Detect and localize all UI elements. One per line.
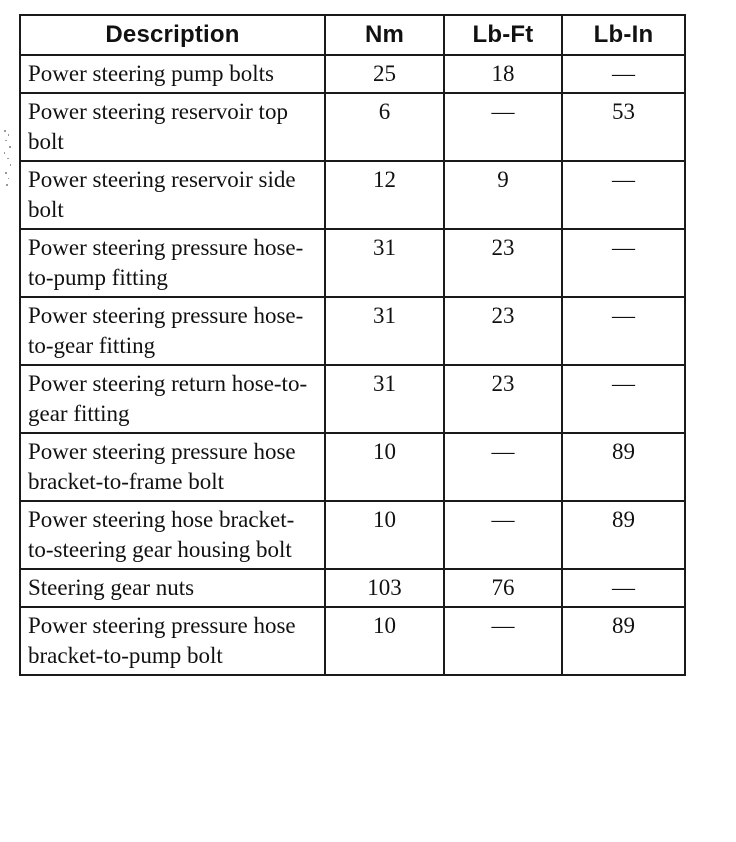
table-row [20,93,685,161]
cell-nm: 103 [325,569,444,607]
table-row [20,229,685,297]
cell-lb-ft: 76 [444,569,562,607]
cell-nm: 6 [325,93,444,161]
cell-lb-in: 53 [562,93,685,161]
cell-lb-ft: 9 [444,161,562,229]
cell-lb-in: — [562,161,685,229]
table-row [20,161,685,229]
cell-description: Steering gear nuts [20,569,325,607]
header-lb-ft: Lb-Ft [444,15,562,55]
cell-lb-in: — [562,297,685,365]
cell-lb-in: 89 [562,433,685,501]
table-header-row [20,15,685,55]
cell-lb-ft: — [444,93,562,161]
table-row [20,365,685,433]
cell-description: Power steering reservoir side bolt [20,161,325,229]
cell-description: Power steering pressure hose-to-pump fitting [20,229,325,297]
cell-lb-in: — [562,365,685,433]
cell-lb-ft: 23 [444,297,562,365]
cell-lb-ft: — [444,501,562,569]
cell-lb-in: — [562,569,685,607]
table-row [20,297,685,365]
table-row [20,55,685,93]
cell-description: Power steering reservoir top bolt [20,93,325,161]
cell-description: Power steering pump bolts [20,55,325,93]
header-description: Description [20,15,325,55]
header-lb-in: Lb-In [562,15,685,55]
cell-lb-ft: — [444,607,562,675]
cell-lb-in: 89 [562,607,685,675]
cell-lb-in: — [562,55,685,93]
cell-lb-ft: 23 [444,365,562,433]
table-row [20,433,685,501]
cell-nm: 10 [325,433,444,501]
scan-artifact-marks [2,128,14,194]
cell-nm: 31 [325,297,444,365]
cell-description: Power steering hose bracket-to-steering gear housing bolt [20,501,325,569]
cell-description: Power steering pressure hose bracket-to-pump bolt [20,607,325,675]
table-row [20,569,685,607]
cell-nm: 25 [325,55,444,93]
cell-lb-ft: 23 [444,229,562,297]
cell-lb-ft: — [444,433,562,501]
cell-nm: 12 [325,161,444,229]
cell-description: Power steering pressure hose bracket-to-frame bolt [20,433,325,501]
cell-nm: 10 [325,607,444,675]
cell-lb-in: — [562,229,685,297]
cell-lb-ft: 18 [444,55,562,93]
table-row [20,607,685,675]
cell-description: Power steering return hose-to-gear fitting [20,365,325,433]
header-nm: Nm [325,15,444,55]
cell-nm: 31 [325,365,444,433]
cell-nm: 10 [325,501,444,569]
cell-nm: 31 [325,229,444,297]
torque-spec-table [19,14,686,676]
table-row [20,501,685,569]
cell-description: Power steering pressure hose-to-gear fitting [20,297,325,365]
cell-lb-in: 89 [562,501,685,569]
